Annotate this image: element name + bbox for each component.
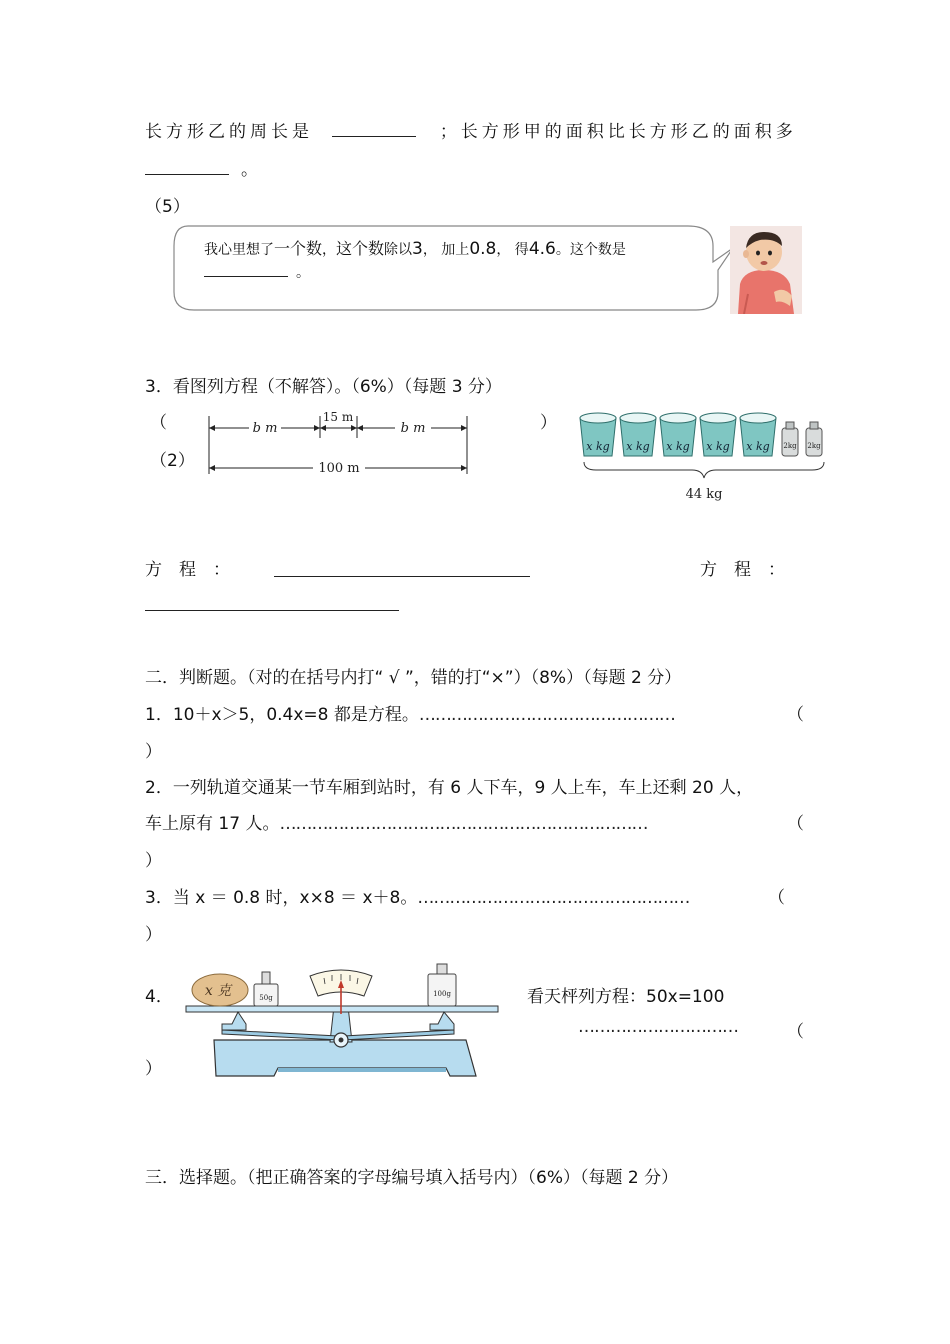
sec3-label-2: （2）	[150, 451, 195, 471]
equation-blank-2[interactable]	[145, 594, 399, 611]
svg-text:x kg: x kg	[706, 440, 730, 453]
q4-text-b: ；长方形甲的面积比长方形乙的面积多	[439, 122, 797, 142]
svg-text:x kg: x kg	[746, 440, 770, 453]
sec3-paren-left: （	[150, 413, 167, 433]
judge-item-1-paren-close: ）	[145, 742, 162, 762]
judge-item-1-paren-open[interactable]: （	[787, 705, 804, 725]
judge-item-3: 3．当 x ＝ 0.8 时，x×8 ＝ x＋8。……………………………………………	[145, 888, 690, 908]
balance-scale-illustration	[182, 962, 504, 1084]
judge-item-3-paren-open[interactable]: （	[768, 888, 785, 908]
q4-line1	[145, 117, 797, 142]
judge-item-2-paren-close: ）	[145, 851, 162, 871]
can-2	[806, 422, 822, 456]
judge-item-3-paren-close: ）	[145, 925, 162, 945]
judge-item-4-paren-close: ）	[145, 1059, 162, 1079]
q4-text-a: 长方形乙的周长是	[145, 122, 313, 142]
q4-answer-blank-2[interactable]	[145, 158, 229, 175]
judge-item-2b: 车上原有 17 人。……………………………………………………………	[145, 814, 648, 834]
q5-label: （5）	[145, 197, 190, 217]
q5-bubble-text: 我心里想了一个数，这个数除以3， 加上0.8， 得4.6。这个数是	[204, 239, 626, 259]
q5-blank-line: 。	[204, 262, 310, 282]
q4-answer-blank-1[interactable]	[332, 120, 416, 137]
judge-item-1: 1．10＋x＞5，0.4x=8 都是方程。…………………………………………	[145, 705, 675, 725]
svg-text:2kg: 2kg	[783, 442, 797, 450]
segment-diagram	[205, 408, 475, 480]
bucket-5	[740, 413, 776, 456]
seg-total-label: 100 m	[318, 461, 360, 476]
buckets-diagram	[576, 406, 832, 502]
sec2-title: 二．判断题。（对的在括号内打“ √ ”，错的打“×”）（8%）（每题 2 分）	[145, 668, 682, 688]
sec3b-title: 三．选择题。（把正确答案的字母编号填入括号内）（6%）（每题 2 分）	[145, 1168, 679, 1188]
weight-small-label: 50g	[259, 994, 273, 1002]
q4-end: 。	[241, 160, 258, 180]
q5-answer-blank[interactable]	[204, 264, 288, 277]
svg-text:x kg: x kg	[586, 440, 610, 453]
bucket-1	[580, 413, 616, 456]
seg-right-label: b m	[400, 421, 426, 436]
svg-text:x kg: x kg	[666, 440, 690, 453]
svg-text:2kg: 2kg	[807, 442, 821, 450]
equation-label-2: 方 程 ：	[700, 560, 785, 580]
bucket-4	[700, 413, 736, 456]
q4-line2	[145, 155, 258, 180]
equation-blank-1[interactable]	[274, 560, 530, 577]
sec3-title: 3．看图列方程（不解答）。（6%）（每题 3 分）	[145, 377, 502, 397]
egg-label: x 克	[204, 983, 232, 999]
judge-item-4-text: 看天枰列方程：50x=100	[527, 987, 725, 1007]
weight-big-label: 100g	[433, 990, 451, 998]
sec3-paren-right: ）	[540, 413, 557, 433]
judge-item-4-paren-open[interactable]: （	[787, 1022, 804, 1042]
seg-mid-label: 15 m	[322, 410, 354, 424]
svg-text:x kg: x kg	[626, 440, 650, 453]
judge-item-4-dots: …………………………	[578, 1017, 738, 1037]
seg-left-label: b m	[252, 421, 278, 436]
judge-item-4-num: 4．	[145, 987, 173, 1007]
judge-item-2a: 2．一列轨道交通某一节车厢到站时，有 6 人下车，9 人上车，车上还剩 20 人，	[145, 778, 754, 798]
buckets-total-label: 44 kg	[685, 487, 723, 502]
can-1	[782, 422, 798, 456]
equation-label-1: 方 程 ：	[145, 560, 230, 580]
boy-illustration	[730, 226, 802, 314]
bucket-3	[660, 413, 696, 456]
judge-item-2-paren-open[interactable]: （	[787, 814, 804, 834]
bucket-2	[620, 413, 656, 456]
